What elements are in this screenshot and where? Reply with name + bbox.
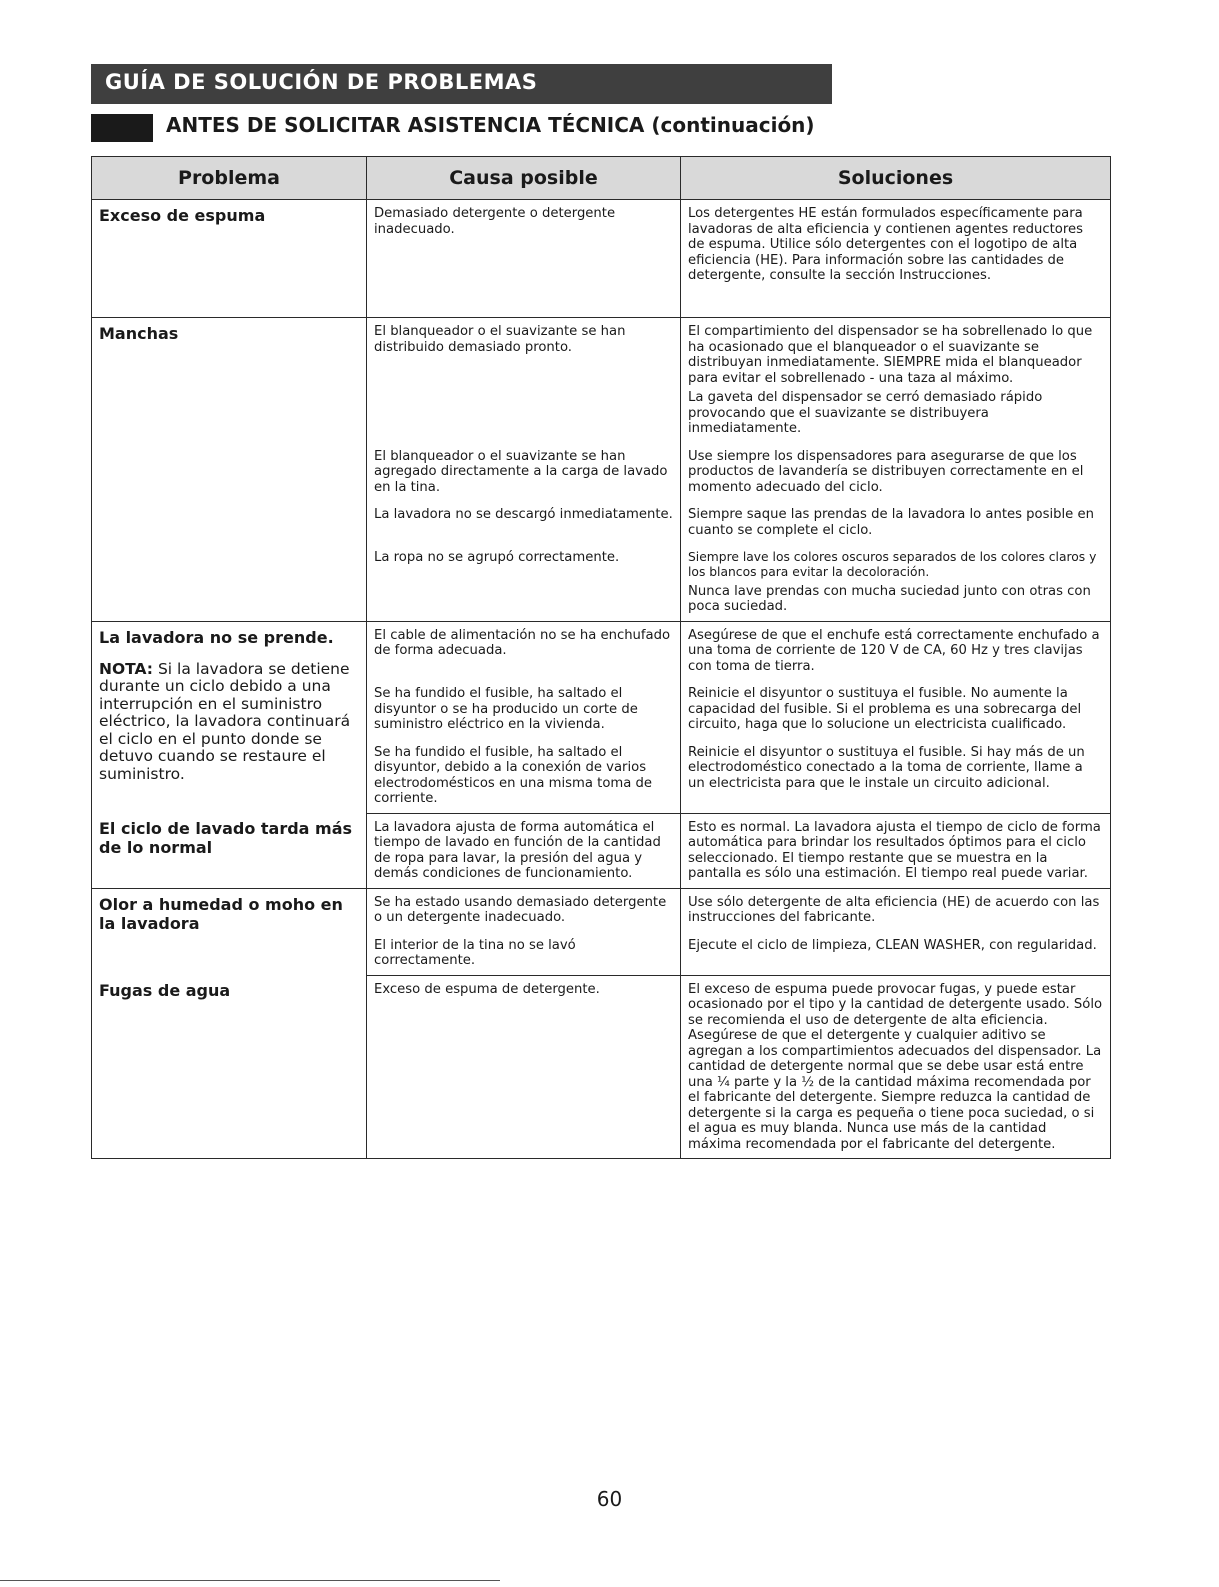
page-number: 60 [596, 1487, 623, 1511]
solution-cell: Esto es normal. La lavadora ajusta el tiempo de ciclo de forma automática para brindar los resultados óptimos para el ciclo seleccionado. El tiempo restante que se muestra en la pantalla es sólo una estimación. El tiempo real puede variar. [681, 813, 1111, 888]
problem-note [99, 661, 359, 784]
table-row [92, 318, 1111, 443]
problem-title: Olor a humedad o moho en la lavadora [99, 894, 343, 933]
problem-title: Manchas [99, 324, 179, 343]
note-text: Si la lavadora se detiene durante un ciclo debido a una interrupción en el suministro eléctrico, la lavadora continuará el ciclo en el punto donde se detuvo cuando se restaure el suministro. [99, 659, 351, 783]
solution-text: El compartimiento del dispensador se ha sobrellenado lo que ha ocasionado que el blanqueador o el suavizante se distribuyan inmediatamente. SIEMPRE mida el blanqueador para evitar el sobrellenado - una taza al máximo. [688, 324, 1093, 386]
heading-marker [91, 114, 153, 142]
footer-rule [0, 1580, 500, 1581]
table-row [92, 975, 1111, 1159]
table-row [92, 200, 1111, 318]
solution-cell: Reinicie el disyuntor o sustituya el fusible. Si hay más de un electrodoméstico conectado a la toma de corriente, llame a un electricista para que le instale un circuito adicional. [681, 739, 1111, 814]
problem-cell [92, 621, 367, 813]
column-header-problem: Problema [92, 157, 367, 200]
solution-cell: Reinicie el disyuntor o sustituya el fusible. No aumente la capacidad del fusible. Si el problema es una sobrecarga del circuito, haga que lo solucione un electricista cualificado. [681, 680, 1111, 739]
table-row [92, 888, 1111, 932]
note-label: NOTA: [99, 659, 154, 678]
cause-cell: El cable de alimentación no se ha enchufado de forma adecuada. [367, 621, 681, 680]
subtitle-text: ANTES DE SOLICITAR ASISTENCIA TÉCNICA (continuación) [166, 113, 815, 137]
table-row [92, 501, 1111, 544]
table-row [92, 813, 1111, 888]
troubleshooting-table [91, 156, 1111, 1159]
problem-title: La lavadora no se prende. [99, 627, 334, 647]
solution-cell: Los detergentes HE están formulados específicamente para lavadoras de alta eficiencia y contienen agentes reductores de espuma. Utilice sólo detergentes con el logotipo de alta eficiencia (HE). Para información sobre las cantidades de detergente, consulte la sección Instrucciones. [681, 200, 1111, 318]
problem-cell [92, 888, 367, 975]
solution-text: Nunca lave prendas con mucha suciedad junto con otras con poca suciedad. [688, 583, 1091, 615]
solution-text: Siempre lave los colores oscuros separados de los colores claros y los blancos para evitar la decoloración. [688, 550, 1097, 579]
cause-cell: Exceso de espuma de detergente. [367, 975, 681, 1159]
cause-cell: Se ha fundido el fusible, ha saltado el disyuntor, debido a la conexión de varios electrodomésticos en una misma toma de corriente. [367, 739, 681, 814]
problem-title: El ciclo de lavado tarda más de lo normal [99, 819, 353, 858]
cause-cell: La lavadora ajusta de forma automática el tiempo de lavado en función de la cantidad de ropa para lavar, la presión del agua y demás condiciones de funcionamiento. [367, 813, 681, 888]
cause-cell: Se ha estado usando demasiado detergente o un detergente inadecuado. [367, 888, 681, 932]
cause-cell: El blanqueador o el suavizante se han agregado directamente a la carga de lavado en la tina. [367, 443, 681, 502]
solution-cell: Use siempre los dispensadores para asegurarse de que los productos de lavandería se distribuyen correctamente en el momento adecuado del ciclo. [681, 443, 1111, 502]
column-header-cause: Causa posible [367, 157, 681, 200]
solution-cell: Asegúrese de que el enchufe está correctamente enchufado a una toma de corriente de 120 V de CA, 60 Hz y tres clavijas con toma de tierra. [681, 621, 1111, 680]
problem-cell [92, 501, 367, 544]
solution-cell: Ejecute el ciclo de limpieza, CLEAN WASHER, con regularidad. [681, 932, 1111, 976]
problem-title: Fugas de agua [99, 981, 231, 1001]
section-title: GUÍA DE SOLUCIÓN DE PROBLEMAS [105, 70, 538, 94]
solution-cell [681, 544, 1111, 621]
table-row [92, 443, 1111, 502]
cause-cell: La ropa no se agrupó correctamente. [367, 544, 681, 621]
problem-cell [92, 813, 367, 888]
solution-cell: Siempre saque las prendas de la lavadora lo antes posible en cuanto se complete el ciclo. [681, 501, 1111, 544]
cause-cell: La lavadora no se descargó inmediatamente. [367, 501, 681, 544]
cause-cell: El interior de la tina no se lavó correctamente. [367, 932, 681, 976]
problem-cell [92, 975, 367, 1159]
problem-cell [92, 200, 367, 318]
cause-cell: Demasiado detergente o detergente inadecuado. [367, 200, 681, 318]
solution-cell: El exceso de espuma puede provocar fugas, y puede estar ocasionado por el tipo y la cantidad de detergente usado. Sólo se recomienda el uso de detergente de alta eficiencia. Asegúrese de que el detergente y cualquier aditivo se agregan a los compartimientos adecuados del dispensador. La cantidad de detergente normal que se debe usar está entre una ¼ parte y la ½ de la cantidad máxima recomendada por el fabricante del detergente. Siempre reduzca la cantidad de detergente si la carga es pequeña o tiene poca suciedad, o si el agua es muy blanda. Nunca use más de la cantidad máxima recomendada por el fabricante del detergente. [681, 975, 1111, 1159]
solution-cell [681, 318, 1111, 443]
section-title-bar [91, 64, 832, 104]
table-row [92, 621, 1111, 680]
solution-text: La gaveta del dispensador se cerró demasiado rápido provocando que el suavizante se distribuyera inmediatamente. [688, 390, 1043, 436]
problem-cell [92, 544, 367, 621]
table-header-row [92, 157, 1111, 200]
solution-cell: Use sólo detergente de alta eficiencia (HE) de acuerdo con las instrucciones del fabricante. [681, 888, 1111, 932]
table-row [92, 544, 1111, 621]
problem-cell [92, 318, 367, 443]
problem-title: Exceso de espuma [99, 206, 266, 225]
problem-cell [92, 443, 367, 502]
cause-cell: Se ha fundido el fusible, ha saltado el disyuntor o se ha producido un corte de suministro eléctrico en la vivienda. [367, 680, 681, 739]
cause-cell: El blanqueador o el suavizante se han distribuido demasiado pronto. [367, 318, 681, 443]
column-header-solutions: Soluciones [681, 157, 1111, 200]
